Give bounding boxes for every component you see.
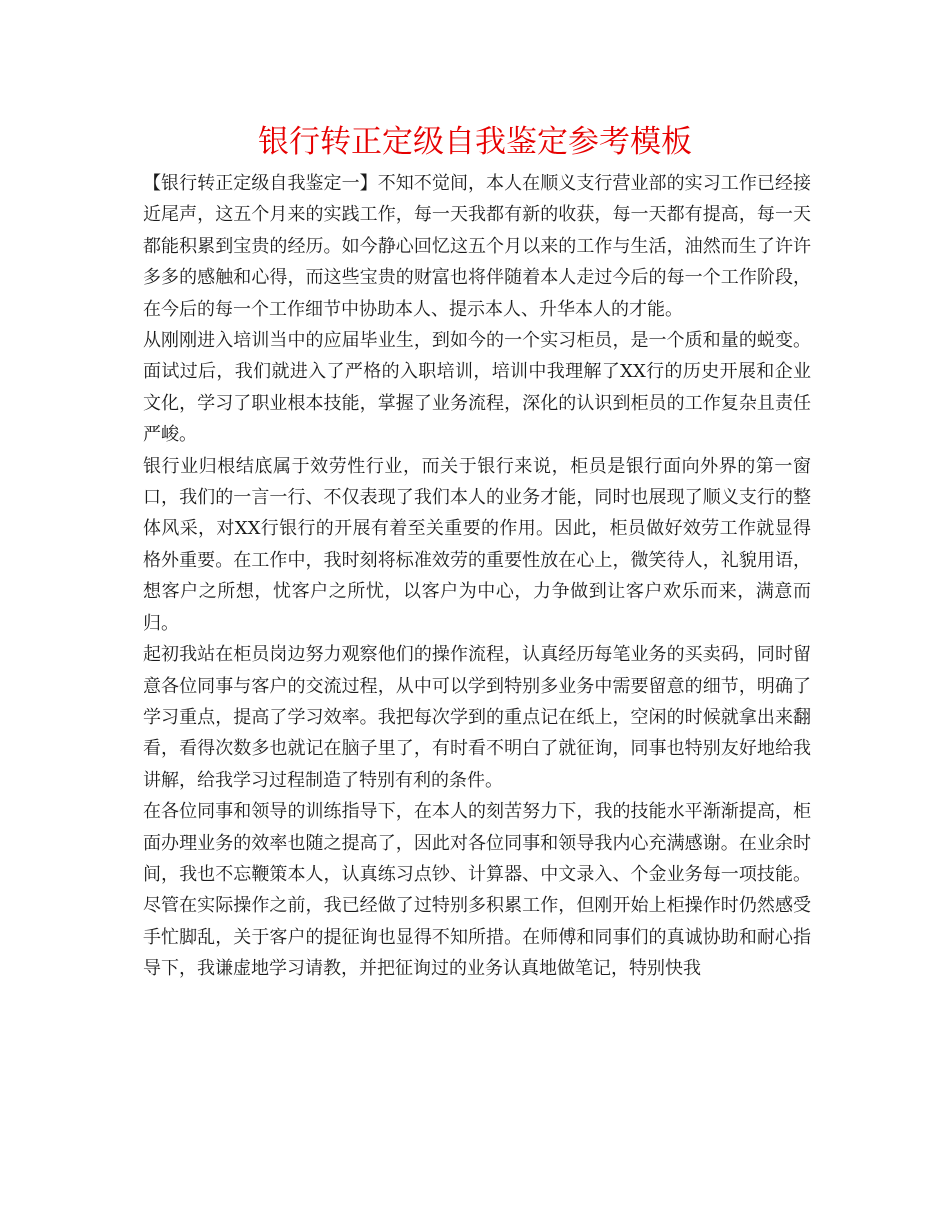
- paragraph-2: 从刚刚进入培训当中的应届毕业生，到如今的一个实习柜员，是一个质和量的蜕变。面试过后，我们就进入了严格的入职培训，培训中我理解了XX行的历史开展和企业文化，学习了职业根本技能，掌握了业务流程，深化的认识到柜员的工作复杂且责任严峻。: [143, 330, 811, 446]
- paragraph-3: 银行业归根结底属于效劳性行业，而关于银行来说，柜员是银行面向外界的第一窗口，我们的一言一行、不仅表现了我们本人的业务才能，同时也展现了顺义支行的整体风采，对XX行银行的开展有着至关重要的作用。因此，柜员做好效劳工作就显得格外重要。在工作中，我时刻将标准效劳的重要性放在心上，微笑待人，礼貌用语，想客户之所想，忧客户之所忧，以客户为中心，力争做到让客户欢乐而来，满意而归。: [143, 455, 811, 634]
- paragraph-1: 【银行转正定级自我鉴定一】不知不觉间，本人在顺义支行营业部的实习工作已经接近尾声，这五个月来的实践工作，每一天我都有新的收获，每一天都有提高，每一天都能积累到宝贵的经历。如今静心回忆这五个月以来的工作与生活，油然而生了许许多多的感触和心得，而这些宝贵的财富也将伴随着本人走过今后的每一个工作阶段，在今后的每一个工作细节中协助本人、提示本人、升华本人的才能。: [143, 173, 811, 320]
- document-title: 银行转正定级自我鉴定参考模板: [258, 124, 692, 160]
- document-body: [143, 168, 811, 985]
- paragraph-4: 起初我站在柜员岗边努力观察他们的操作流程，认真经历每笔业务的买卖码，同时留意各位同事与客户的交流过程，从中可以学到特别多业务中需要留意的细节，明确了学习重点，提高了学习效率。我把每次学到的重点记在纸上，空闲的时候就拿出来翻看，看得次数多也就记在脑子里了，有时看不明白了就征询，同事也特别友好地给我讲解，给我学习过程制造了特别有利的条件。: [143, 644, 811, 791]
- paragraph-5: 在各位同事和领导的训练指导下，在本人的刻苦努力下，我的技能水平渐渐提高，柜面办理业务的效率也随之提高了，因此对各位同事和领导我内心充满感谢。在业余时间，我也不忘鞭策本人，认真练习点钞、计算器、中文录入、个金业务每一项技能。尽管在实际操作之前，我已经做了过特别多积累工作，但刚开始上柜操作时仍然感受手忙脚乱，关于客户的提征询也显得不知所措。在师傅和同事们的真诚协助和耐心指导下，我谦虚地学习请教，并把征询过的业务认真地做笔记，特别快我: [143, 801, 811, 980]
